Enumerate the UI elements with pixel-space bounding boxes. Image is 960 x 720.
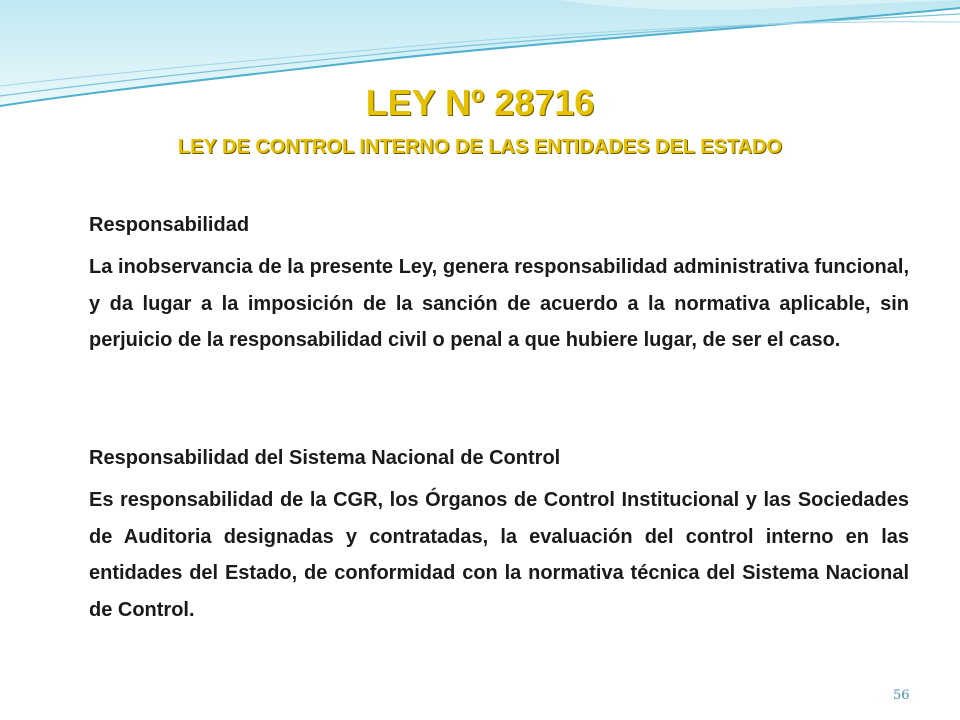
section-heading-responsabilidad: Responsabilidad: [89, 214, 250, 236]
slide-subtitle: LEY DE CONTROL INTERNO DE LAS ENTIDADES DEL ESTADO: [177, 136, 783, 158]
section-body-responsabilidad: La inobservancia de la presente Ley, genera responsabilidad administrativa funcional, y da lugar a la imposición de la sanción de acuerdo a la normativa aplicable, sin perjuicio de la responsabilidad civil o penal a que hubiere lugar, de ser el caso.: [89, 256, 909, 351]
section-heading-sistema-nacional: Responsabilidad del Sistema Nacional de Control: [89, 447, 561, 469]
slide-title: LEY Nº 28716: [365, 82, 595, 123]
section-body-sistema-nacional: Es responsabilidad de la CGR, los Órganos de Control Institucional y las Sociedades de Auditoria designadas y contratadas, la evaluación del control interno en las entidades del Estado, de conformidad con la normativa técnica del Sistema Nacional de Control.: [89, 489, 909, 621]
page-number: 56: [893, 688, 910, 703]
